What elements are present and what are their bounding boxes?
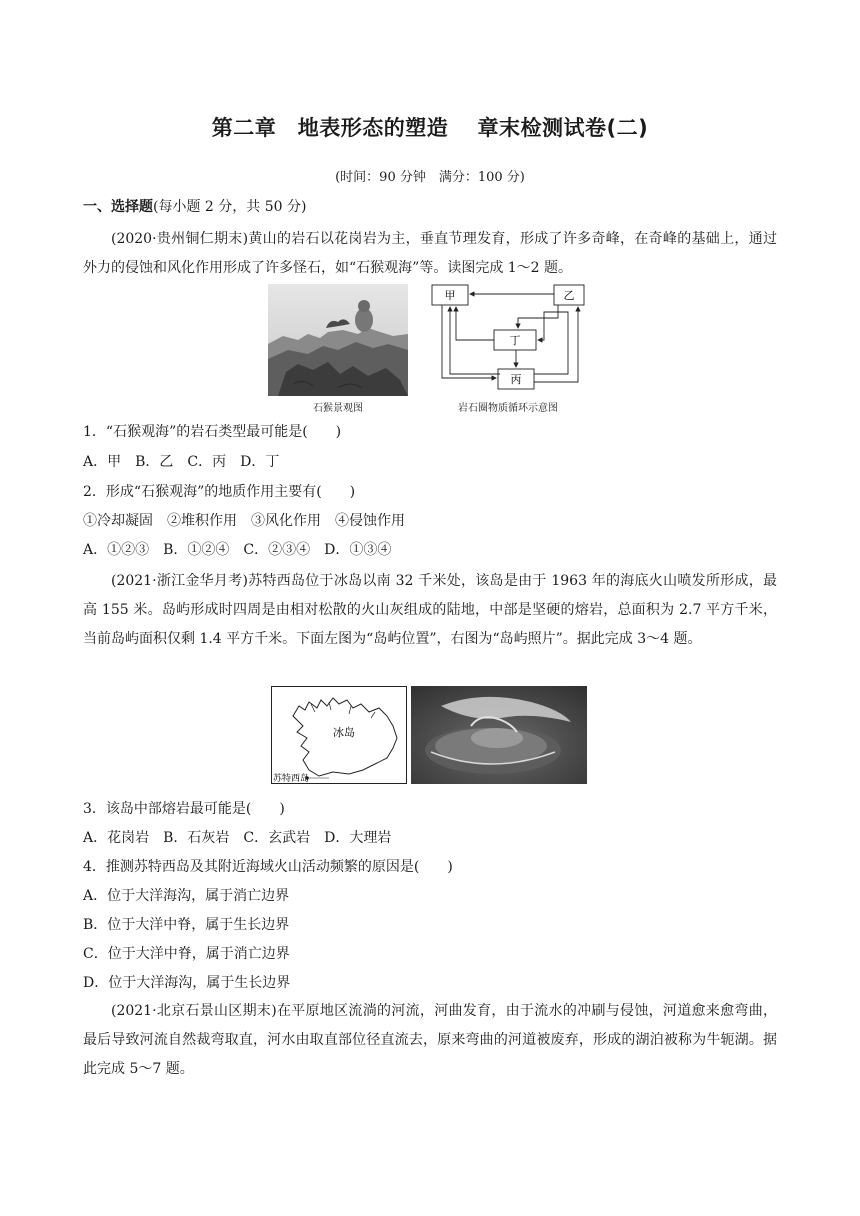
question-4-option-c: C．位于大洋中脊，属于消亡边界 bbox=[83, 946, 290, 962]
question-4-option-b: B．位于大洋中脊，属于生长边界 bbox=[83, 917, 290, 933]
stone-monkey-photo bbox=[268, 284, 408, 396]
section-note: (每小题 2 分，共 50 分) bbox=[153, 199, 307, 215]
rock-cycle-diagram bbox=[428, 282, 588, 394]
node-yi: 乙 bbox=[563, 289, 575, 302]
question-4-option-a: A．位于大洋海沟，属于消亡边界 bbox=[83, 888, 290, 904]
section-title: 一、选择题 bbox=[83, 199, 153, 215]
photo-caption: 石猴景观图 bbox=[313, 403, 363, 414]
page-title: 第二章 地表形态的塑造 章末检测试卷(二) bbox=[211, 116, 649, 140]
island-location-map bbox=[271, 686, 407, 784]
diagram-caption: 岩石圈物质循环示意图 bbox=[458, 403, 558, 414]
question-2-options: A．①②③ B．①②④ C．②③④ D．①③④ bbox=[83, 542, 392, 558]
question-1-options: A．甲 B．乙 C．丙 D．丁 bbox=[83, 454, 280, 470]
passage-1: (2020·贵州铜仁期末)黄山的岩石以花岗岩为主，垂直节理发育，形成了许多奇峰，在奇峰的基础上，通过外力的侵蚀和风化作用形成了许多怪石，如“石猴观海”等。读图完成 1～2 题。 bbox=[83, 231, 777, 276]
passage-3: (2021·北京石景山区期末)在平原地区流淌的河流，河曲发育，由于流水的冲刷与侵蚀，河道愈来愈弯曲，最后导致河流自然裁弯取直，河水由取直部位径直流去，原来弯曲的河道被废弃，形成的湖泊被称为牛轭湖。据此完成 5～7 题。 bbox=[83, 1003, 777, 1077]
question-3-options: A．花岗岩 B．石灰岩 C．玄武岩 D．大理岩 bbox=[83, 830, 392, 846]
island-photo bbox=[411, 686, 587, 784]
node-ding: 丁 bbox=[509, 334, 521, 347]
question-4-option-d: D．位于大洋海沟，属于生长边界 bbox=[83, 975, 291, 991]
passage-2: (2021·浙江金华月考)苏特西岛位于冰岛以南 32 千米处，该岛是由于 1963 年的海底火山喷发所形成，最高 155 米。岛屿形成时四周是由相对松散的火山灰组成的陆地，中部是坚硬的熔岩，总面积为 2.7 平方千米，当前岛屿面积仅剩 1.4 平方千米。下面左图为“岛屿位置”，右图为“岛屿照片”。据此完成 3～4 题。 bbox=[83, 573, 777, 647]
question-3-stem: 3．该岛中部熔岩最可能是( ) bbox=[83, 801, 285, 817]
question-4-stem: 4．推测苏特西岛及其附近海域火山活动频繁的原因是( ) bbox=[83, 859, 453, 875]
map-label-iceland: 冰岛 bbox=[333, 726, 355, 739]
section-heading bbox=[83, 196, 306, 216]
question-1-stem: 1．“石猴观海”的岩石类型最可能是( ) bbox=[83, 424, 342, 440]
node-jia: 甲 bbox=[444, 289, 456, 302]
node-bing: 丙 bbox=[510, 373, 522, 386]
question-2-stem: 2．形成“石猴观海”的地质作用主要有( ) bbox=[83, 484, 356, 500]
exam-time-score: (时间：90 分钟 满分：100 分) bbox=[335, 170, 525, 185]
question-2-items: ①冷却凝固 ②堆积作用 ③风化作用 ④侵蚀作用 bbox=[83, 513, 405, 529]
map-label-surtsey: 苏特西岛 bbox=[273, 774, 310, 784]
